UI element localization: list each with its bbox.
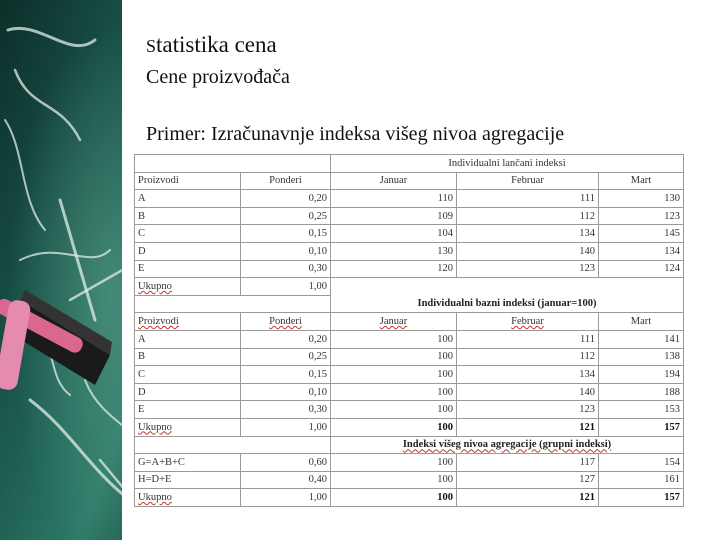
col-header-products: Proizvodi (135, 172, 241, 190)
total-label: Ukupno (135, 489, 241, 507)
slide-title (146, 32, 277, 58)
col-header-march: Mart (599, 172, 684, 190)
section2-total-row: Ukupno 1,00 100 121 157 (135, 418, 684, 436)
title-initial: S (146, 36, 157, 56)
price-index-table (134, 154, 684, 507)
slide-subtitle: Cene proizvođača (146, 66, 290, 88)
table-row: G=A+B+C 0,60 100 117 154 (135, 454, 684, 472)
example-heading: Primer: Izračunavnje indeksa višeg nivoa agregacije (146, 123, 565, 145)
section1-title-row (135, 155, 684, 173)
section3-title-row (135, 436, 684, 454)
table-row: B 0,25 100 112 138 (135, 348, 684, 366)
section1-total-row (135, 278, 684, 296)
section2-header-row (135, 313, 684, 331)
section3-title: Indeksi višeg nivoa agregacije (grupni indeksi) (331, 436, 684, 454)
col-header-february: Februar (457, 172, 599, 190)
total-label: Ukupno (135, 418, 241, 436)
col-header-products: Proizvodi (135, 313, 241, 331)
col-header-february: Februar (457, 313, 599, 331)
col-header-march: Mart (599, 313, 684, 331)
table-row: C 0,15 104 134 145 (135, 225, 684, 243)
table-row: B 0,25 109 112 123 (135, 207, 684, 225)
col-header-january: Januar (331, 313, 457, 331)
table-row: A 0,20 100 111 141 (135, 330, 684, 348)
col-header-weights: Ponderi (241, 313, 331, 331)
col-header-weights: Ponderi (241, 172, 331, 190)
table-row: A 0,20 110 111 130 (135, 190, 684, 208)
total-label: Ukupno (135, 278, 241, 296)
table-row: E 0,30 120 123 124 (135, 260, 684, 278)
table-row: D 0,10 130 140 134 (135, 242, 684, 260)
section2-title: Individualni bazni indeksi (januar=100) (331, 295, 684, 313)
section1-title: Individualni lančani indeksi (331, 155, 684, 173)
table-row: H=D+E 0,40 100 127 161 (135, 471, 684, 489)
title-rest: tatistika cena (156, 32, 277, 57)
table-row: C 0,15 100 134 194 (135, 366, 684, 384)
total-weight: 1,00 (241, 278, 331, 296)
section3-total-row: Ukupno 1,00 100 121 157 (135, 489, 684, 507)
table-row: E 0,30 100 123 153 (135, 401, 684, 419)
section2-title-row (135, 295, 684, 313)
col-header-january: Januar (331, 172, 457, 190)
table-row: D 0,10 100 140 188 (135, 383, 684, 401)
section1-header-row (135, 172, 684, 190)
